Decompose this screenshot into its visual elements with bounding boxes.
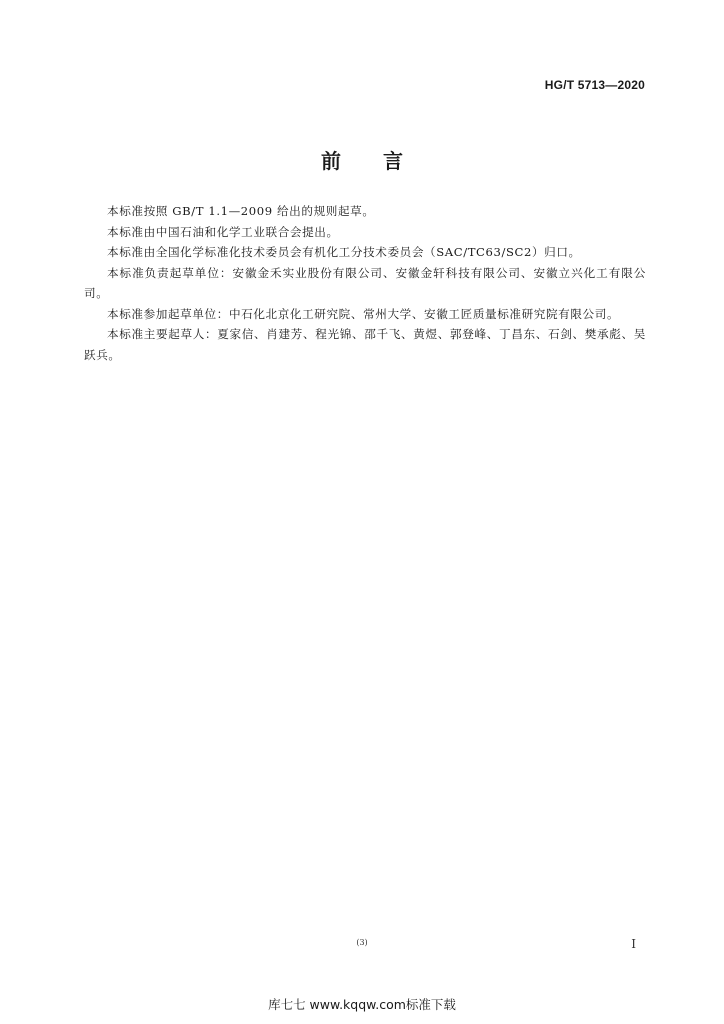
foreword-paragraph: 本标准主要起草人：夏家信、肖建芳、程光锦、邵千飞、黄煜、郭登峰、丁昌东、石剑、樊承彪、吴跃兵。: [84, 327, 646, 362]
foreword-body: [84, 201, 646, 365]
foreword-paragraph: 本标准按照 GB/T 1.1—2009 给出的规则起草。: [107, 204, 375, 218]
footer-page-number: I: [631, 937, 636, 951]
download-watermark: 库七七 www.kqqw.com标准下载: [268, 997, 456, 1012]
page-title: 前言: [321, 149, 445, 173]
foreword-paragraph: 本标准由全国化学标准化技术委员会有机化工分技术委员会（SAC/TC63/SC2）归口。: [107, 245, 581, 259]
footer-page-label: (3): [356, 938, 368, 947]
foreword-paragraph: 本标准负责起草单位：安徽金禾实业股份有限公司、安徽金轩科技有限公司、安徽立兴化工有限公司。: [84, 265, 646, 300]
document-number: HG/T 5713—2020: [544, 78, 645, 92]
foreword-paragraph: 本标准参加起草单位：中石化北京化工研究院、常州大学、安徽工匠质量标准研究院有限公司。: [107, 306, 620, 321]
foreword-paragraph: 本标准由中国石油和化学工业联合会提出。: [107, 224, 339, 239]
